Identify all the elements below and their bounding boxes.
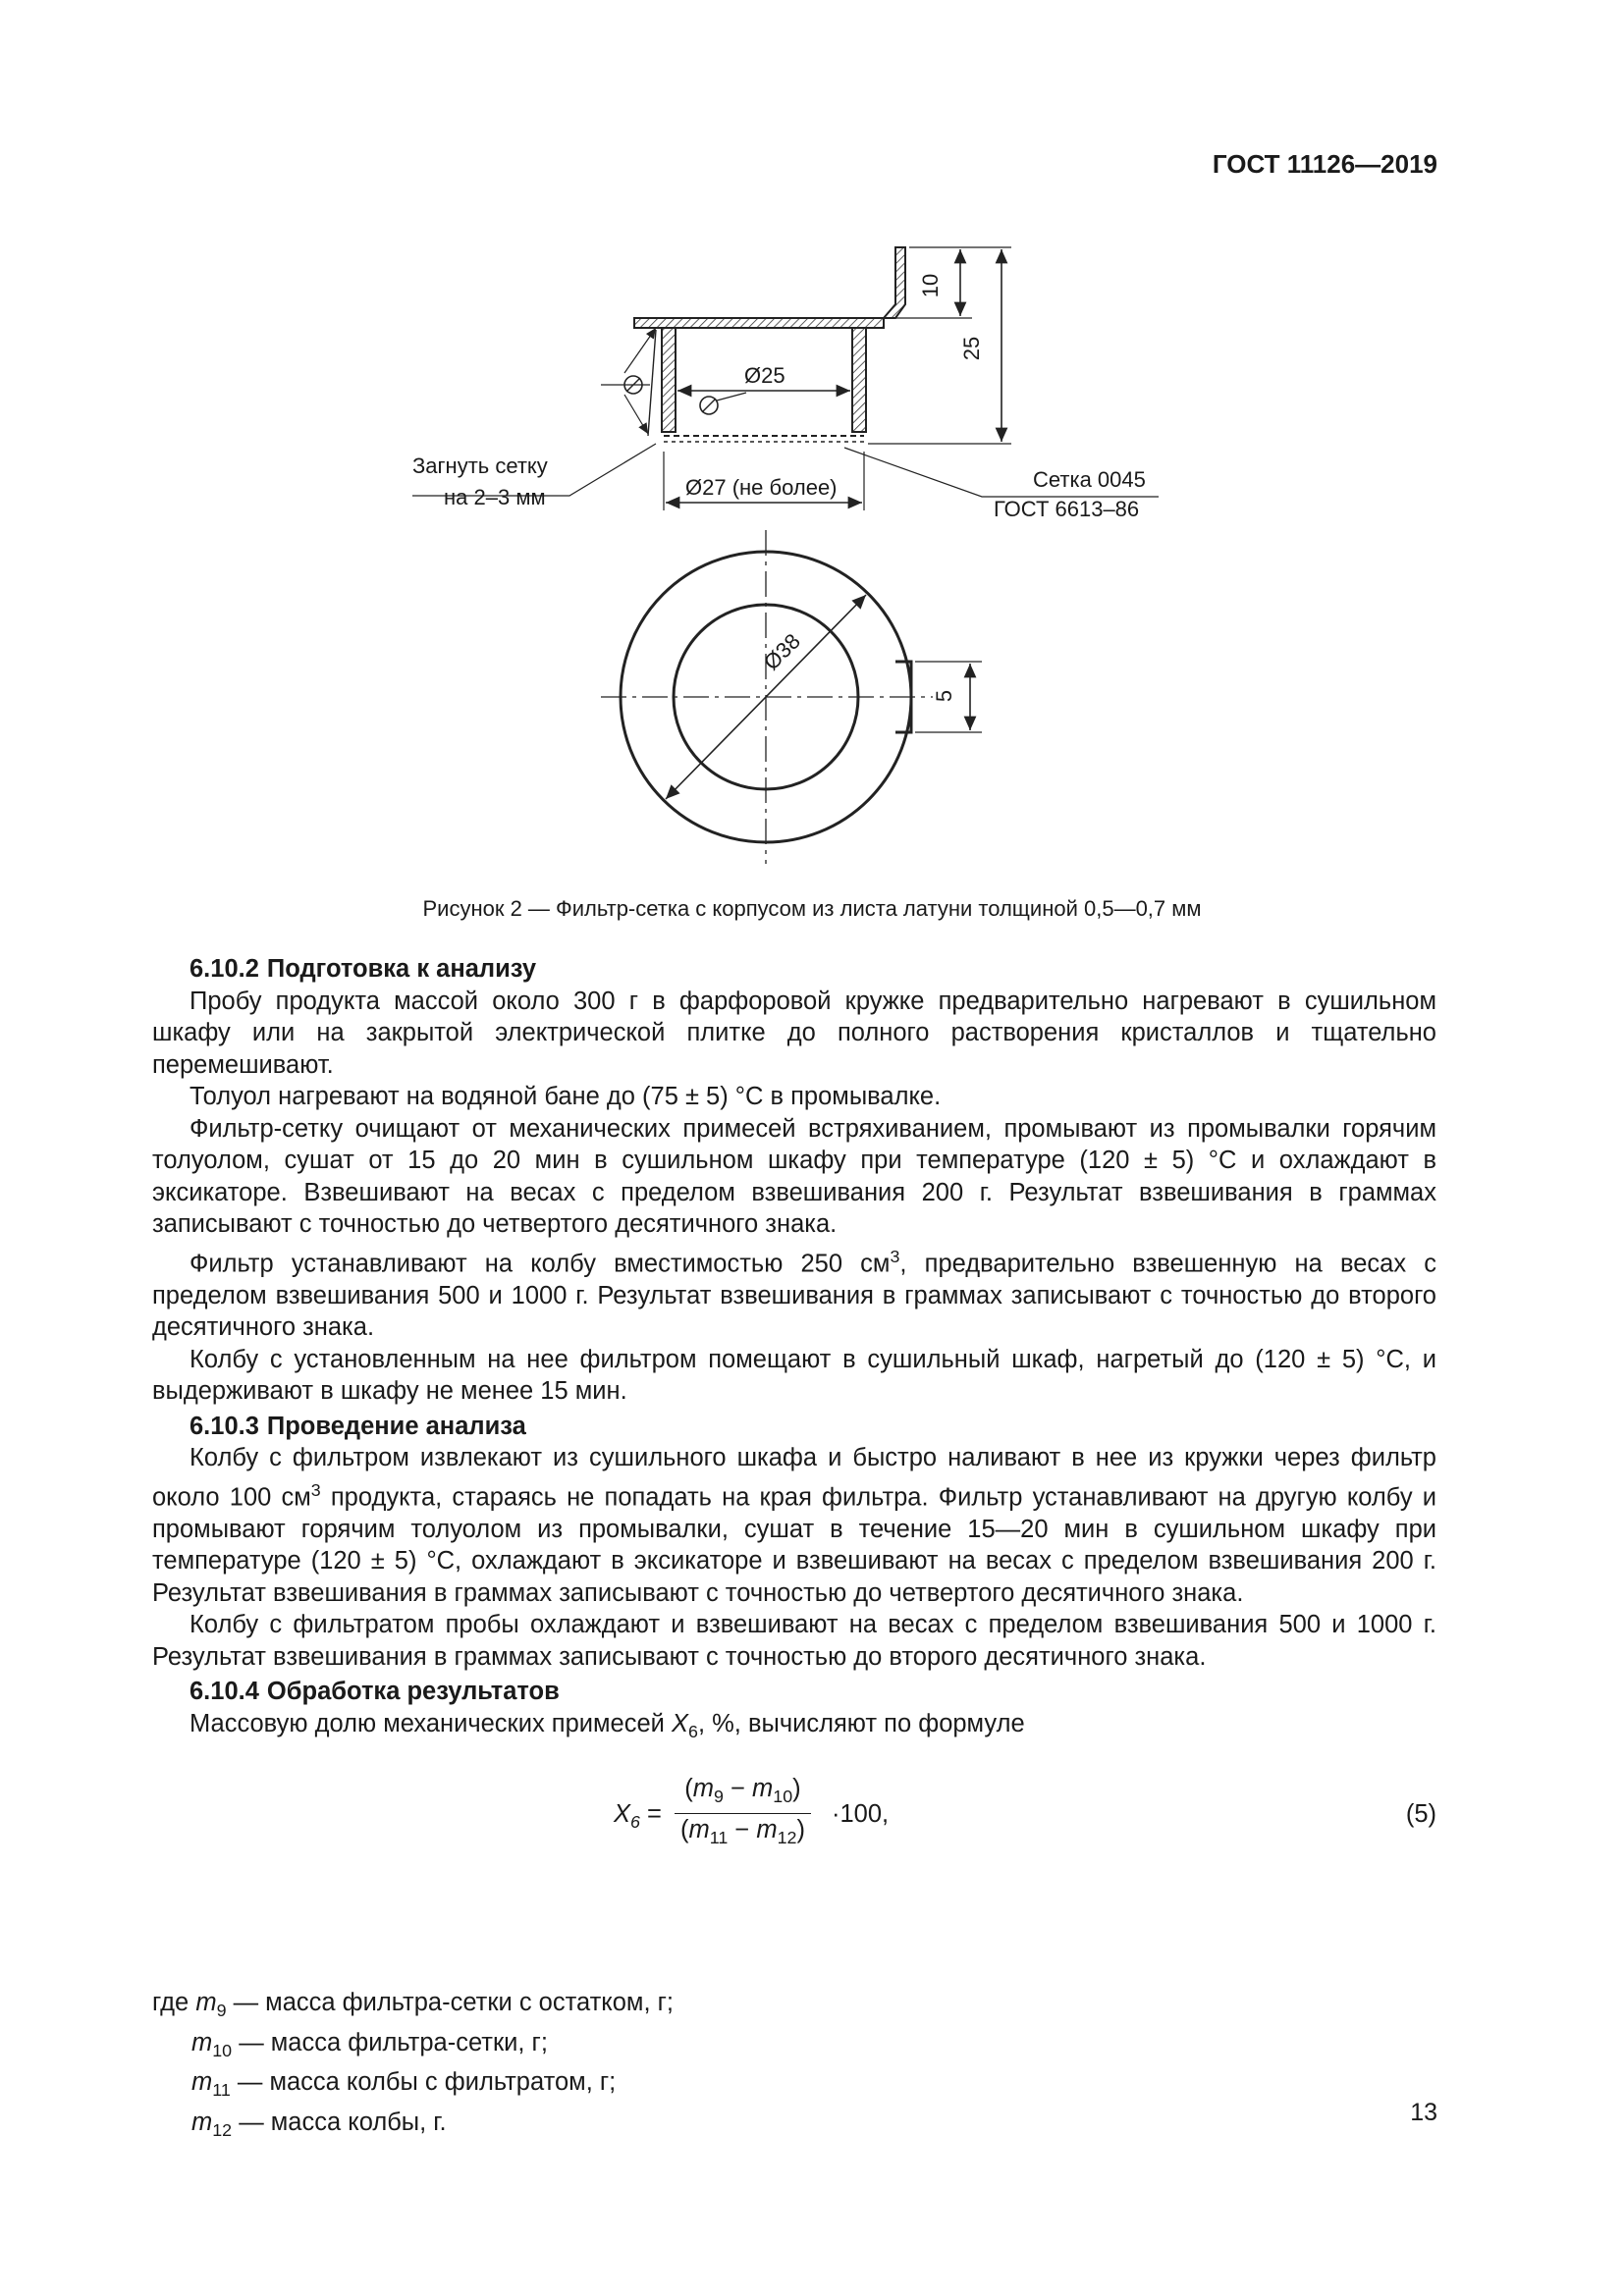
subscript: 6 <box>630 1812 640 1833</box>
tab-section <box>884 247 905 318</box>
subscript: 9 <box>714 1787 724 1807</box>
section-heading-6-10-3 <box>152 1411 1436 1443</box>
variable-definitions <box>152 1987 1036 2146</box>
flange-section <box>634 318 884 328</box>
right-wall <box>852 328 866 432</box>
label-dim10: 10 <box>918 273 944 298</box>
section-number: 6.10.4 <box>189 1678 259 1705</box>
label-dim5: 5 <box>932 689 957 703</box>
label-diam25: Ø25 <box>744 363 785 388</box>
fraction-denominator <box>675 1814 811 1854</box>
figure-caption: Рисунок 2 — Фильтр-сетка с корпусом из листа латуни толщиной 0,5—0,7 мм <box>422 896 1202 921</box>
paragraph <box>152 1442 1436 1609</box>
section-number: 6.10.2 <box>189 955 259 983</box>
text-run: , %, вычисляют по формуле <box>697 1709 1025 1737</box>
superscript: 3 <box>310 1479 321 1500</box>
document-header-standard: ГОСТ 11126—2019 <box>1212 149 1437 179</box>
subscript: 12 <box>212 2119 233 2140</box>
label-diam27: Ø27 (не более) <box>685 475 838 500</box>
variable: m <box>688 1815 710 1843</box>
subscript: 11 <box>212 2080 231 2101</box>
variable: X <box>672 1709 689 1737</box>
label-dim25: 25 <box>959 336 985 361</box>
definition-item <box>152 1987 1036 2027</box>
variable: m <box>191 2108 213 2136</box>
paragraph: Колбу с установленным на нее фильтром помещают в сушильный шкаф, нагретый до (120 ± 5) °С, и выдерживают в шкафу не менее 15 мин. <box>152 1345 1436 1405</box>
formula-tail: ·100, <box>832 1800 890 1829</box>
paragraph: Толуол нагревают на водяной бане до (75 ± 5) °С в промывалке. <box>189 1083 942 1110</box>
fraction-numerator <box>675 1773 811 1814</box>
thickness-arrow-2 <box>624 395 648 434</box>
equals-sign: = <box>639 1800 662 1829</box>
formula-5 <box>152 1763 1436 1873</box>
text-run: Фильтр устанавливают на колбу вместимостью 250 см <box>189 1250 891 1277</box>
label-diam38: Ø38 <box>758 628 805 675</box>
thickness-leader-1 <box>648 330 656 436</box>
section-title: Обработка результатов <box>266 1678 560 1705</box>
thickness-arrow-1 <box>624 328 656 373</box>
paragraph: Колбу с фильтратом пробы охлаждают и взвешивают на весах с пределом взвешивания 500 и 1000 г. Результат взвешивания в граммах записывают с точностью до второго десятичного знака. <box>152 1611 1436 1671</box>
subscript: 6 <box>688 1721 698 1741</box>
variable: X <box>614 1800 631 1829</box>
paragraph: Пробу продукта массой около 300 г в фарфоровой кружке предварительно нагревают в сушильном шкафу или на закрытой электрической плитке до полного растворения кристаллов и тщательно перемешивают. <box>152 987 1436 1079</box>
where-lead: где <box>152 1989 196 2016</box>
section-heading-6-10-4 <box>152 1676 1436 1708</box>
filter-mesh-drawing <box>0 226 1624 893</box>
subscript: 9 <box>216 2001 227 2021</box>
page-number: 13 <box>1410 2099 1437 2126</box>
paren: ) <box>792 1775 801 1803</box>
definition-item <box>152 2107 1036 2147</box>
document-body <box>152 950 1436 1873</box>
minus-sign: − <box>723 1775 753 1803</box>
variable: m <box>692 1775 715 1803</box>
label-bend-line2: на 2–3 мм <box>444 485 546 509</box>
minus-sign: − <box>728 1815 757 1843</box>
formula-fraction <box>675 1773 811 1853</box>
superscript: 3 <box>890 1246 900 1266</box>
paragraph <box>152 1708 1436 1748</box>
subscript: 12 <box>777 1827 797 1847</box>
text-run: продукта, стараясь не попадать на края фильтра. Фильтр устанавливают на другую колбу и промывают горячим толуолом из промывалки, сушат в течение 15—20 мин в сушильном шкафу при температуре (120 ± 5) °С, охлаждают в эксикаторе и взвешивают на весах с пределом взвешивания 200 г. Результат взвешивания в граммах записывают с точностью до четвертого десятичного знака. <box>152 1483 1436 1607</box>
text-run: Массовую долю механических примесей <box>189 1709 672 1737</box>
definition-text: — масса фильтра-сетки, г; <box>232 2028 548 2056</box>
definition-text: — масса колбы, г. <box>232 2108 447 2136</box>
paragraph: Фильтр-сетку очищают от механических примесей встряхиванием, промывают из промывалки горячим толуолом, сушат от 15 до 20 мин в сушильном шкафу при температуре (120 ± 5) °С и охлаждают в эксикаторе. Взвешивают на весах с пределом взвешивания 200 г. Результат взвешивания в граммах записывают с точностью до четвертого десятичного знака. <box>152 1114 1436 1238</box>
subscript: 11 <box>709 1827 729 1847</box>
paren: ) <box>796 1815 805 1843</box>
definition-text: — масса колбы с фильтратом, г; <box>230 2068 617 2097</box>
subscript: 10 <box>212 2040 233 2060</box>
formula-number: (5) <box>1405 1800 1436 1829</box>
definition-item <box>152 2027 1036 2067</box>
label-mesh-line1: Сетка 0045 <box>1033 467 1146 492</box>
thickness-inner-leader <box>717 393 746 400</box>
definition-item <box>152 2066 1036 2107</box>
definition-text: — масса фильтра-сетки с остатком, г; <box>226 1989 675 2016</box>
label-mesh-line2: ГОСТ 6613–86 <box>994 497 1140 521</box>
paren: ( <box>680 1815 689 1843</box>
label-bend-line1: Загнуть сетку <box>412 454 548 478</box>
variable: m <box>191 2028 213 2056</box>
text-run: Колбу с фильтром извлекают из сушильного шкафа и быстро наливают в нее из кружки через фильтр около 100 см <box>152 1444 1436 1511</box>
text-run: , предварительно взвешенную на весах с пределом взвешивания 500 и 1000 г. Результат взвешивания в граммах записывают с точностью до второго десятичного знака. <box>152 1250 1436 1341</box>
variable: m <box>756 1815 778 1843</box>
variable: m <box>752 1775 774 1803</box>
thickness-symbol-inner-slash <box>702 399 716 412</box>
subscript: 10 <box>773 1787 793 1807</box>
formula-lhs <box>614 1798 662 1839</box>
figure-filter-mesh <box>0 226 1624 893</box>
left-wall <box>662 328 676 432</box>
variable: m <box>191 2068 213 2097</box>
section-title: Подготовка к анализу <box>266 955 537 983</box>
section-heading-6-10-2 <box>152 953 1436 986</box>
section-number: 6.10.3 <box>189 1412 259 1440</box>
section-title: Проведение анализа <box>266 1412 526 1440</box>
variable: m <box>195 1989 217 2016</box>
paragraph <box>152 1241 1436 1344</box>
paren: ( <box>684 1775 693 1803</box>
